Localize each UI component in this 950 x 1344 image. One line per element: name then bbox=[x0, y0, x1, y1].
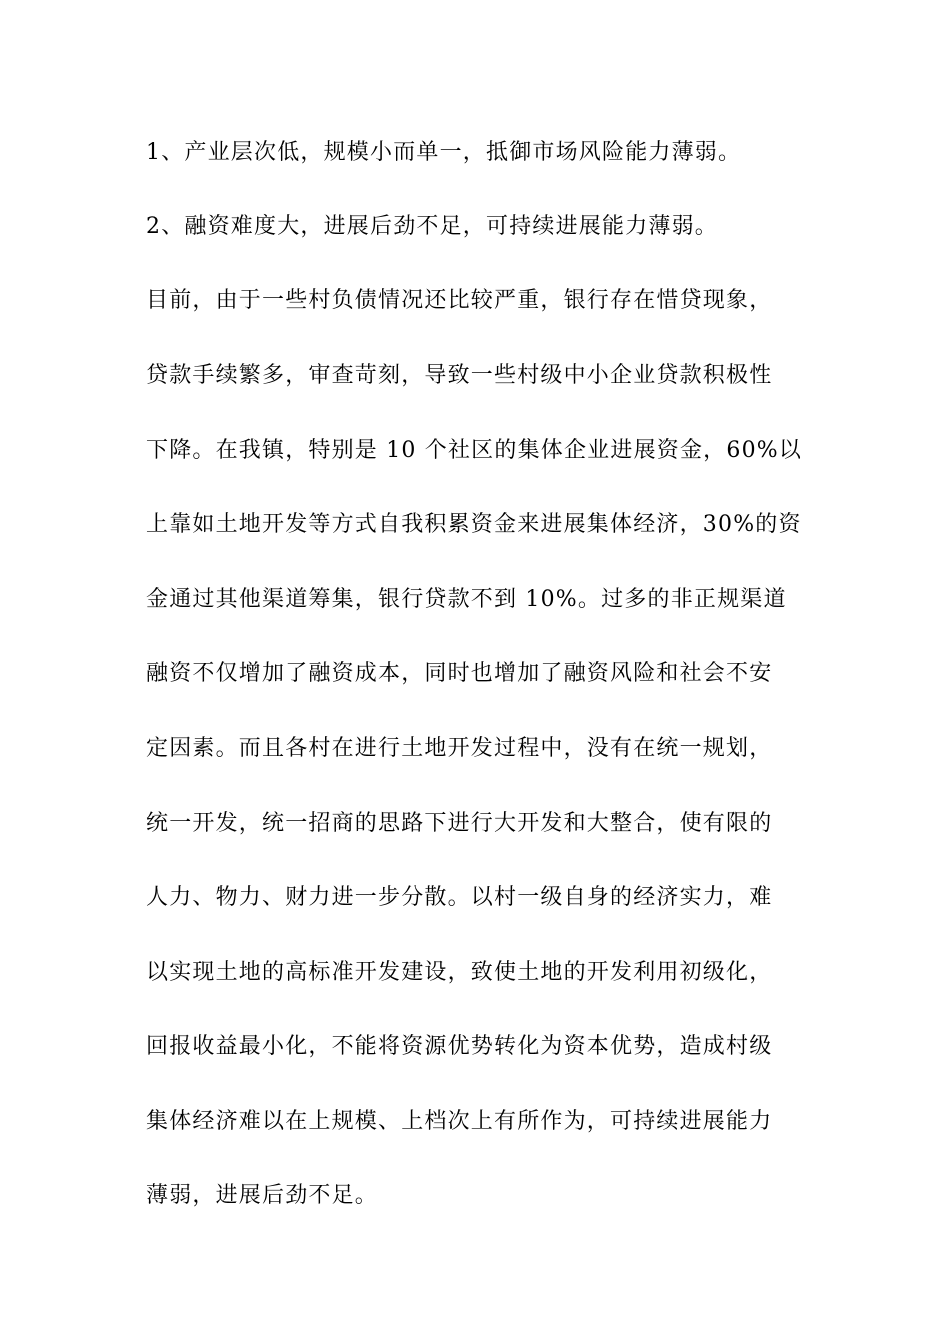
paragraph-line: 人力、物力、财力进一步分散。以村一级自身的经济实力，难 bbox=[146, 885, 773, 910]
list-item-2: 2、融资难度大，进展后劲不足，可持续进展能力薄弱。 bbox=[146, 214, 718, 239]
paragraph-line: 薄弱，进展后劲不足。 bbox=[146, 1183, 379, 1208]
paragraph-line: 金通过其他渠道筹集，银行贷款不到 10%。过多的非正规渠道 bbox=[146, 587, 787, 612]
paragraph-line: 目前，由于一些村负债情况还比较严重，银行存在惜贷现象， bbox=[146, 288, 773, 313]
paragraph-line: 回报收益最小化，不能将资源优势转化为资本优势，造成村级 bbox=[146, 1034, 773, 1059]
paragraph-line: 上靠如土地开发等方式自我积累资金来进展集体经济，30%的资 bbox=[146, 512, 802, 537]
list-item-1: 1、产业层次低，规模小而单一，抵御市场风险能力薄弱。 bbox=[146, 140, 742, 165]
paragraph-line: 融资不仅增加了融资成本，同时也增加了融资风险和社会不安 bbox=[146, 661, 773, 686]
paragraph-line: 以实现土地的高标准开发建设，致使土地的开发利用初级化， bbox=[146, 960, 773, 985]
paragraph-line: 集体经济难以在上规模、上档次上有所作为，可持续进展能力 bbox=[146, 1109, 773, 1134]
paragraph-line: 贷款手续繁多，审查苛刻，导致一些村级中小企业贷款积极性 bbox=[146, 363, 773, 388]
paragraph-line: 定因素。而且各村在进行土地开发过程中，没有在统一规划， bbox=[146, 736, 773, 761]
paragraph-line: 统一开发，统一招商的思路下进行大开发和大整合，使有限的 bbox=[146, 811, 773, 836]
paragraph-line: 下降。在我镇，特别是 10 个社区的集体企业进展资金，60%以 bbox=[146, 438, 803, 463]
